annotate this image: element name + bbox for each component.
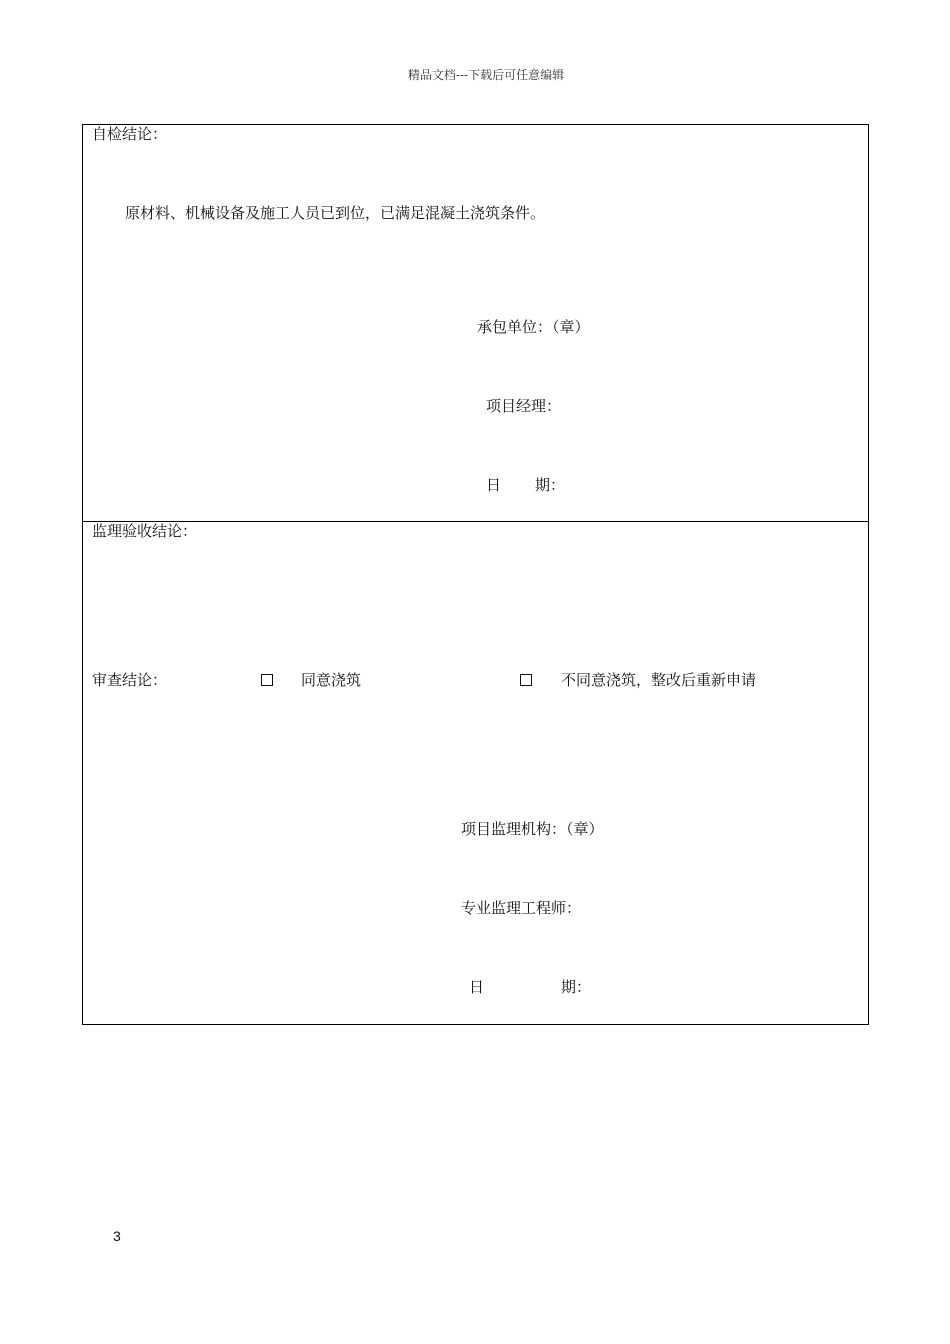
inspection-form-table (82, 124, 869, 1025)
review-conclusion-label: 审查结论： (92, 671, 168, 689)
supervision-date-char2: 期： (561, 978, 592, 996)
self-check-statement: 原材料、机械设备及施工人员已到位，已满足混凝土浇筑条件。 (125, 204, 546, 222)
self-check-label: 自检结论： (92, 125, 168, 143)
agree-option-label: 同意浇筑 (301, 671, 362, 689)
supervision-agency-seal-label: 项目监理机构：（章） (461, 820, 604, 838)
supervision-label: 监理验收结论： (92, 522, 198, 540)
disagree-checkbox[interactable] (520, 674, 532, 686)
supervision-date-char1: 日 (469, 978, 485, 996)
page-number: 3 (113, 1228, 121, 1244)
self-check-date-char1: 日 (486, 476, 502, 494)
disagree-option-label: 不同意浇筑，整改后重新申请 (561, 671, 757, 689)
self-check-date-char2: 期： (535, 476, 566, 494)
supervision-section (83, 522, 868, 1024)
page-header: 精品文档---下载后可任意编辑 (407, 68, 565, 82)
contractor-seal-label: 承包单位：（章） (477, 318, 590, 336)
supervision-engineer-label: 专业监理工程师： (461, 899, 582, 917)
self-check-section (83, 125, 868, 522)
agree-checkbox[interactable] (261, 674, 273, 686)
project-manager-label: 项目经理： (486, 397, 562, 415)
